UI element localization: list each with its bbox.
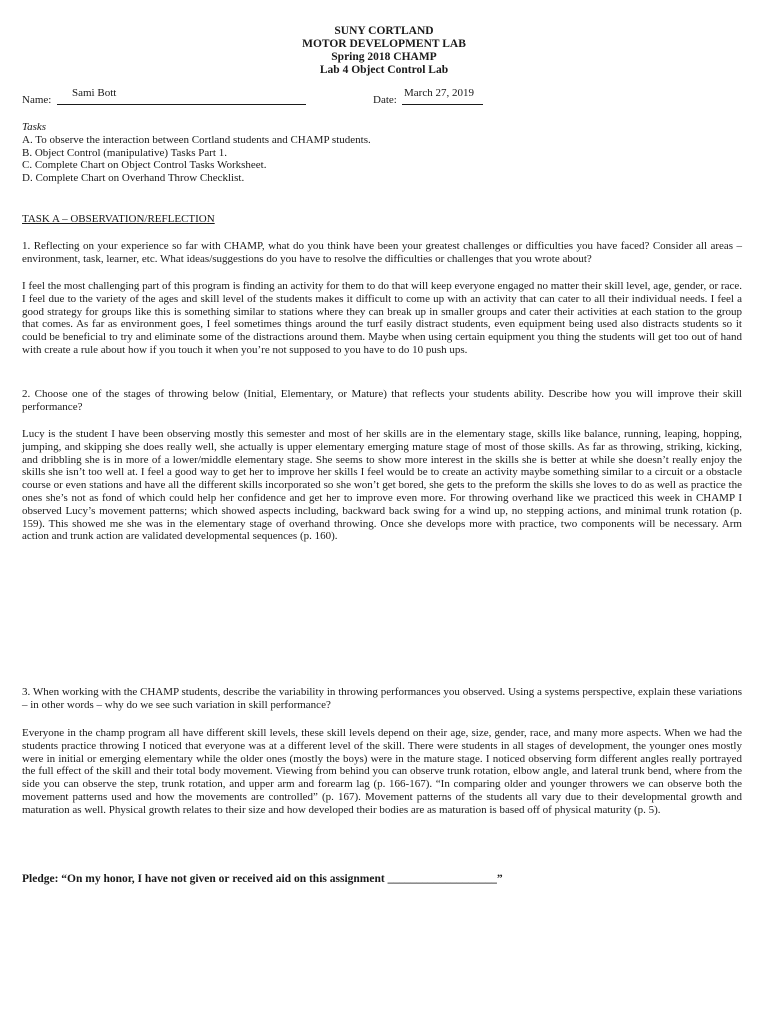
- date-value: March 27, 2019: [404, 87, 474, 99]
- answer-1: [22, 280, 742, 357]
- tasks-section: [22, 121, 742, 185]
- question-2-text: 2. Choose one of the stages of throwing below (Initial, Elementary, or Mature) that reflects your students ability. Describe how you will improve their skill performance?: [22, 388, 742, 413]
- name-underline: [57, 104, 306, 105]
- answer-3-text: Everyone in the champ program all have different skill levels, these skill levels depend on their age, size, gender, race, and many more aspects. When we had the students practice throwing I noticed that everyone was at a different level of the skill. There were students in all stages of development, the younger ones mostly were in initial or emerging elementary while the older ones (mostly the boys) were in the mature stage. I noticed observing form different angles really portrayed the full effect of the skill and their total body movement. Viewing from behind you can observe trunk rotation, elbow angle, and lateral trunk bend, where from the side you can observe the step, trunk rotation, and upper arm and forearm lag (p. 166-167). “In comparing older and younger throwers we can observe both the movement patterns used and how the movements are controlled” (p. 167). Movement patterns of the students all vary due to their developmental growth and maturation as well. Physical growth relates to their size and how developed their bodies are as maturation is based off of physical maturity (p. 5).: [22, 727, 742, 816]
- section-a-title: TASK A – OBSERVATION/REFLECTION: [22, 213, 215, 225]
- task-item-b: B. Object Control (manipulative) Tasks Part 1.: [22, 146, 227, 159]
- question-1-text: 1. Reflecting on your experience so far with CHAMP, what do you think have been your greatest challenges or difficulties you have faced? Consider all areas – environment, task, learner, etc. What ideas/suggestions do you have to resolve the difficulties or challenges that you wrote about?: [22, 240, 742, 265]
- date-label: Date:: [373, 94, 397, 106]
- tasks-title: Tasks: [22, 121, 47, 133]
- header-lab: MOTOR DEVELOPMENT LAB: [302, 38, 466, 50]
- answer-1-text: I feel the most challenging part of this program is finding an activity for them to do that will keep everyone engaged no matter their skill level, age, gender, or race. I feel due to the variety of the ages and skill level of the students makes it difficult to come up with an activity that can cater to all their individual needs. I feel a good strategy for groups like this is something similar to stations where they can break up in smaller groups and cater their activities at each station to the group that comes. As far as environment goes, I feel sometimes things around the turf easily distract students, even equipment being used also distracts students so it could be beneficial to try and eliminate some of the distractions around them. Maybe when using certain equipment you thing the students will get too out of hand with create a rule about how if you touch it when you’re not supposed to you have to do 10 push ups.: [22, 280, 742, 356]
- header-lab-title: Lab 4 Object Control Lab: [319, 64, 449, 76]
- date-underline: [402, 104, 483, 105]
- pledge-statement: Pledge: “On my honor, I have not given or received aid on this assignment ___________________”: [22, 873, 503, 885]
- header-term: Spring 2018 CHAMP: [331, 51, 437, 63]
- question-1: [22, 240, 742, 266]
- answer-2: [22, 428, 742, 543]
- question-3: [22, 686, 742, 712]
- name-label: Name:: [22, 94, 52, 106]
- question-2: [22, 388, 742, 414]
- task-item-d: D. Complete Chart on Overhand Throw Checklist.: [22, 172, 245, 185]
- answer-3: [22, 727, 742, 817]
- header-institution: SUNY CORTLAND: [334, 25, 434, 37]
- task-item-c: C. Complete Chart on Object Control Tasks Worksheet.: [22, 159, 267, 172]
- answer-2-text: Lucy is the student I have been observing mostly this semester and most of her skills are in the elementary stage, skills like balance, running, leaping, hopping, jumping, and skipping she does really well, she actually is upper elementary emerging mature stage of most of those skills. As far as throwing, striking, kicking, and dribbling she is in more of a lower/middle elementary stage. She seems to show more interest in the skills she is better at while she doesn’t really enjoy the skills she isn’t too well at. I feel a good way to get her to improve her skills I feel would be to create an activity maybe something similar to a circuit or a obstacle course or even stations and have all the different skills incorporated so she won’t get bored, she gets to the preform the skills she loves to do as well as practice the ones she’s not as fond of which could help her confidence and get her to improve even more. For throwing overhand like we practiced this week in CHAMP I observed Lucy’s movement patterns; which showed aspects including, backward back swing for a wind up, no stepping actions, and minimal trunk rotation (p. 159). This showed me she was in the elementary stage of overhand throwing. Once she develops more with practice, two components will be necessary. Arm action and trunk action are validated developmental sequences (p. 160).: [22, 428, 742, 543]
- task-item-a: A. To observe the interaction between Cortland students and CHAMP students.: [22, 133, 371, 146]
- question-3-text: 3. When working with the CHAMP students, describe the variability in throwing performances you observed. Using a systems perspective, explain these variations – in other words – why do we see such variation in skill performance?: [22, 686, 742, 711]
- document-header: [0, 25, 768, 77]
- name-value: Sami Bott: [72, 87, 117, 99]
